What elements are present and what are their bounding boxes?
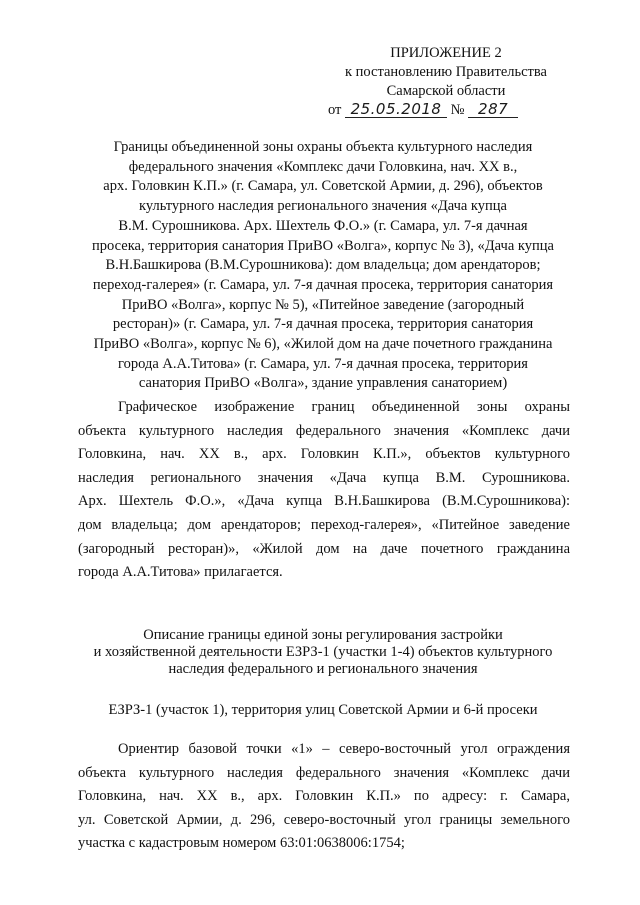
paragraph-line: Графическое изображение границ объединенной зоны охраны [118,399,570,415]
title-line: федерального значения «Комплекс дачи Головкина, нач. XX в., [128,158,518,175]
paragraph-line: объекта культурного наследия федерального значения «Комплекс дачи [78,422,570,439]
section-title-line: и хозяйственной деятельности ЕЗРЗ-1 (участки 1-4) объектов культурного [93,644,553,660]
paragraph-base-point [78,738,570,856]
title-line: города А.А.Титова» (г. Самара, ул. 7-я дачная просека, территория [118,355,528,372]
paragraph-line: Арх. Шехтель Ф.О.», «Дача купца В.Н.Башкирова (В.М.Сурошникова): [78,493,570,510]
paragraph-line: наследия регионального значения «Дача купца В.М. Сурошникова. [78,469,570,486]
paragraph-line: Ориентир базовой точки «1» – северо-восточный угол ограждения [118,741,570,757]
paragraph-line: Головкина, нач. XX в., арх. Головкин К.П.», объектов культурного [78,446,570,463]
appendix-region-line: Самарской области [386,83,506,99]
paragraph-line: Головкина, нач. XX в., арх. Головкин К.П.» по адресу: г. Самара, [78,788,570,805]
title-line: ПриВО «Волга», корпус № 6), «Жилой дом на даче почетного гражданина [93,336,553,353]
decree-date-number [316,101,576,120]
handwritten-number: 287 [468,102,518,118]
title-line: ресторан)» (г. Самара, ул. 7-я дачная просека, территория санатория [112,316,534,333]
paragraph-graphic-image [78,396,570,585]
paragraph-line: (загородный ресторан)», «Жилой дом на даче почетного гражданина [78,540,570,557]
title-line: В.Н.Башкирова (В.М.Сурошникова): дом владельца; дом арендаторов; [105,257,541,274]
paragraph-line: участка с кадастровым номером 63:01:0638006:1754; [78,835,405,852]
appendix-title: ПРИЛОЖЕНИЕ 2 [390,45,502,61]
paragraph-line: города А.А.Титова» прилагается. [78,564,283,581]
appendix-header [316,44,576,120]
handwritten-date: 25.05.2018 [345,102,447,118]
title-line: В.М. Сурошникова. Арх. Шехтель Ф.О.» (г. Самара, ул. 7-я дачная [118,217,528,234]
section-title [70,627,576,678]
title-line: санатория ПриВО «Волга», здание управления санаторием) [138,375,508,392]
title-line: переход-галерея» (г. Самара, ул. 7-я дачная просека, территория санатория [92,276,554,293]
section-title-line: Описание границы единой зоны регулирования застройки [143,627,503,643]
number-prefix: № [450,102,465,118]
title-line: Границы объединенной зоны охраны объекта культурного наследия [113,139,533,155]
appendix-decree-line: к постановлению Правительства [345,64,547,80]
title-line: просека, территория санатория ПриВО «Волга», корпус № 3), «Дача купца [92,237,554,254]
paragraph-line: дом владельца; дом арендаторов; переход-галерея», «Питейное заведение [78,516,570,533]
title-line: культурного наследия регионального значения «Дача купца [139,198,507,215]
title-line: арх. Головкин К.П.» (г. Самара, ул. Советской Армии, д. 296), объектов [103,178,543,195]
subheading-ezrz-1: ЕЗРЗ-1 (участок 1), территория улиц Советской Армии и 6-й просеки [108,702,538,718]
date-prefix: от [328,102,342,118]
document-title [70,138,576,394]
title-line: ПриВО «Волга», корпус № 5), «Питейное заведение (загородный [121,296,525,313]
paragraph-line: ул. Советской Армии, д. 296, северо-восточный угол границы земельного [78,811,570,828]
section-title-line: наследия федерального и регионального значения [168,661,478,677]
paragraph-line: объекта культурного наследия федерального значения «Комплекс дачи [78,764,570,781]
